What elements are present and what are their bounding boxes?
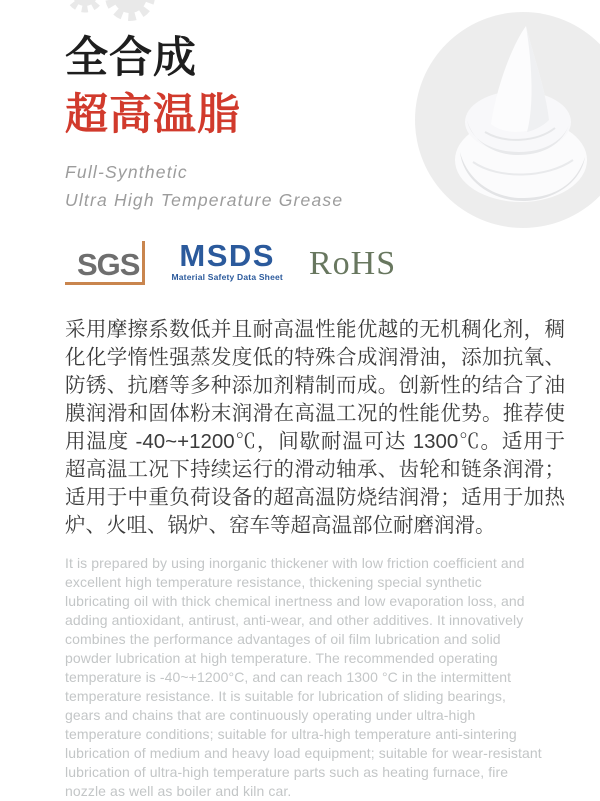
- grease-dollop-image: [415, 12, 600, 238]
- certification-logos: [65, 238, 397, 285]
- subtitle-line1: Full-Synthetic: [65, 162, 188, 182]
- gear-icons: [60, 0, 170, 30]
- hero-titles: [65, 30, 343, 214]
- msds-logo-label: MSDS: [179, 238, 275, 274]
- msds-logo: [171, 238, 283, 285]
- description-english: It is prepared by using inorganic thickener with low friction coefficient and excellent high temperature resistance, thickening special synthetic lubricating oil with thick chemical inertness and low evaporation loss, and adding antioxidant, antirust, anti-wear, and other additives. It innovatively combines the performance advantages of oil film lubrication and solid powder lubrication at high temperature. The recommended operating temperature is -40~+1200°C, and can reach 1300 °C in the intermittent temperature resistance. It is suitable for lubrication of sliding bearings, gears and chains that are continuously operating under ultra-high temperature conditions; suitable for ultra-high temperature anti-sintering lubrication of medium and heavy load equipment; suitable for wear-resistant lubrication of ultra-high temperature parts such as heating furnace, fire nozzle as well as boiler and kiln car.: [65, 555, 542, 799]
- gear-icon: [60, 0, 170, 30]
- page-title-zh-line2: 超高温脂: [65, 91, 241, 139]
- page-title-zh-line1: 全合成: [65, 34, 197, 82]
- rohs-logo: RoHS: [308, 245, 397, 282]
- subtitle-line2: Ultra High Temperature Grease: [65, 190, 344, 210]
- description-chinese: 采用摩擦系数低并且耐高温性能优越的无机稠化剂，稠化化学惰性强蒸发度低的特殊合成润滑油，添加抗氧、防锈、抗磨等多种添加剂精制而成。创新性的结合了油膜润滑和固体粉末润滑在高温工况的性能优势。推荐使用温度 -40~+1200℃，间歇耐温可达 1300℃。适用于超高温工况下持续运行的滑动轴承、齿轮和链条润滑；适用于中重负荷设备的超高温防烧结润滑；适用于加热炉、火咀、锅炉、窑车等超高温部位耐磨润滑。: [65, 317, 565, 537]
- msds-logo-tagline: Material Safety Data Sheet: [171, 272, 283, 282]
- sgs-logo: SGS: [65, 241, 145, 285]
- product-photo: [415, 12, 600, 238]
- page-subtitle-en: [65, 158, 343, 214]
